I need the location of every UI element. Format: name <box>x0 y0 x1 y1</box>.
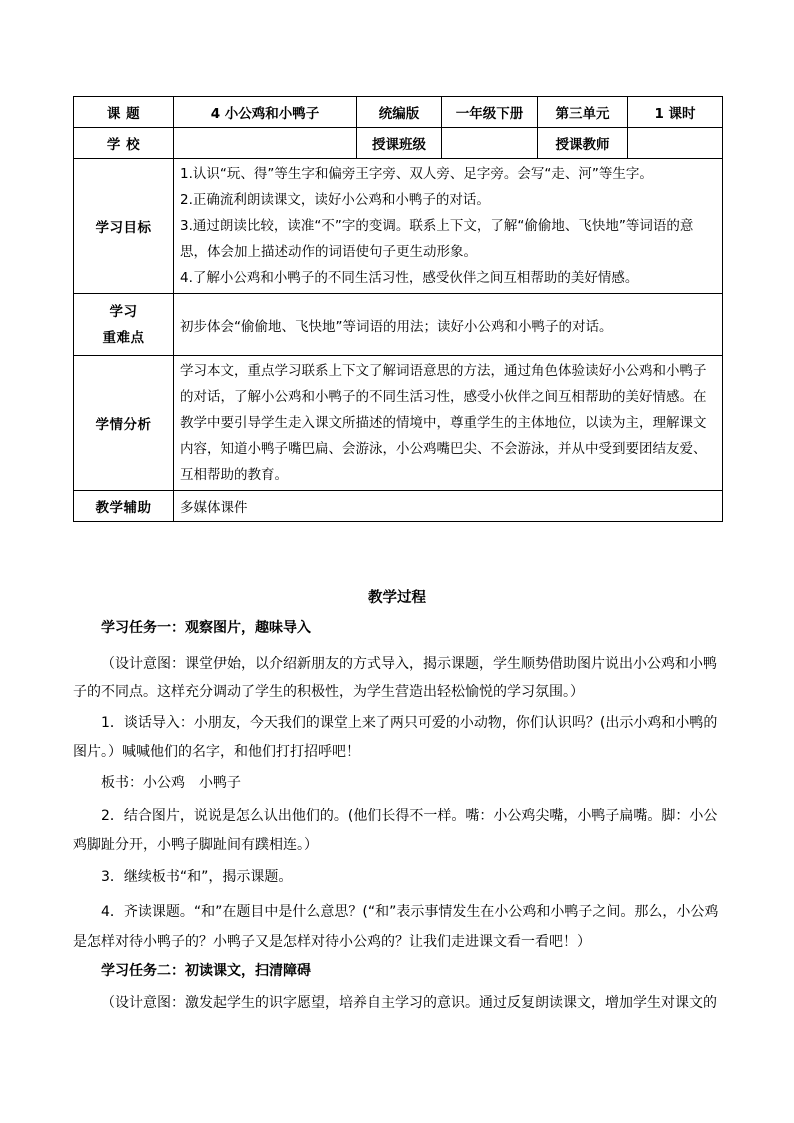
analysis-text: 学习本文，重点学习联系上下文了解词语意思的方法，通过角色体验读好小公鸡和小鸭子的对话，了解小公鸡和小鸭子的不同生活习性，感受小伙伴之间互相帮助的美好情感。在教学中要引导学生走入课文所描述的情境中，尊重学生的主体地位，以读为主，理解课文内容，知道小鸭子嘴巴扁、会游泳，小公鸡嘴巴尖、不会游泳，并从中受到要团结友爱、互相帮助的教育。 <box>174 356 723 491</box>
teacher-value <box>628 128 723 159</box>
class-label: 授课班级 <box>357 128 442 159</box>
keypoints-label <box>74 294 174 356</box>
section-title: 教学过程 <box>368 590 426 606</box>
edition-cell: 统编版 <box>357 97 442 128</box>
table-row-school <box>74 128 723 159</box>
table-row-topic <box>74 97 723 128</box>
board-text: 板书：小公鸡 小鸭子 <box>101 775 241 791</box>
lesson-info-table <box>73 96 723 522</box>
grade-cell: 一年级下册 <box>442 97 538 128</box>
analysis-label: 学情分析 <box>74 356 174 491</box>
aids-label: 教学辅助 <box>74 491 174 522</box>
lesson-title: 4 小公鸡和小鸭子 <box>174 97 357 128</box>
goal-item: 4.了解小公鸡和小鸭子的不同生活习性，感受伙伴之间互相帮助的美好情感。 <box>180 270 639 286</box>
keypoints-label-line1: 学习 <box>109 303 138 320</box>
school-value <box>174 128 357 159</box>
goal-item: 2.正确流利朗读课文，读好小公鸡和小鸭子的对话。 <box>180 192 490 208</box>
goals-content <box>174 159 723 294</box>
table-row-aids <box>74 491 723 522</box>
class-value <box>442 128 538 159</box>
goal-item: 3.通过朗读比较，读准“不”字的变调。联系上下文，了解“偷偷地、飞快地”等词语的意思，体会加上描述动作的词语使句子更生动形象。 <box>180 218 694 260</box>
step-4: 4．齐读课题。“和”在题目中是什么意思？(“和”表示事情发生在小公鸡和小鸭子之间。那么，小公鸡是怎样对待小鸭子的？小鸭子又是怎样对待小公鸡的？让我们走进课文看一看吧！） <box>73 904 719 950</box>
task2-heading: 学习任务二：初读课文，扫清障碍 <box>101 963 311 979</box>
table-row-keypoints <box>74 294 723 356</box>
hours-cell: 1 课时 <box>628 97 723 128</box>
school-label: 学 校 <box>74 128 174 159</box>
task1-intent: （设计意图：课堂伊始，以介绍新朋友的方式导入，揭示课题，学生顺势借助图片说出小公鸡和小鸭子的不同点。这样充分调动了学生的积极性，为学生营造出轻松愉悦的学习氛围。） <box>73 656 717 700</box>
step-3: 3．继续板书“和”，揭示课题。 <box>101 869 293 885</box>
unit-cell: 第三单元 <box>538 97 628 128</box>
keypoints-text: 初步体会“偷偷地、飞快地”等词语的用法；读好小公鸡和小鸭子的对话。 <box>174 294 723 356</box>
step-1: 1．谈话导入：小朋友，今天我们的课堂上来了两只可爱的小动物，你们认识吗？(出示小鸡和小鸭的图片。）喊喊他们的名字，和他们打打招呼吧！ <box>73 715 718 760</box>
goal-item: 1.认识“玩、得”等生字和偏旁王字旁、双人旁、足字旁。会写“走、河”等生字。 <box>180 166 653 182</box>
table-row-goals <box>74 159 723 294</box>
task1-heading: 学习任务一：观察图片，趣味导入 <box>101 620 311 636</box>
table-row-analysis <box>74 356 723 491</box>
task2-intent: （设计意图：激发起学生的识字愿望，培养自主学习的意识。通过反复朗读课文，增加学生对课文的 <box>101 995 717 1011</box>
topic-label: 课 题 <box>74 97 174 128</box>
goals-label: 学习目标 <box>74 159 174 294</box>
step-2: 2．结合图片，说说是怎么认出他们的。(他们长得不一样。嘴：小公鸡尖嘴，小鸭子扁嘴。脚：小公鸡脚趾分开，小鸭子脚趾间有蹼相连。） <box>73 808 718 853</box>
keypoints-label-line2: 重难点 <box>102 329 145 346</box>
aids-text: 多媒体课件 <box>174 491 723 522</box>
teacher-label: 授课教师 <box>538 128 628 159</box>
